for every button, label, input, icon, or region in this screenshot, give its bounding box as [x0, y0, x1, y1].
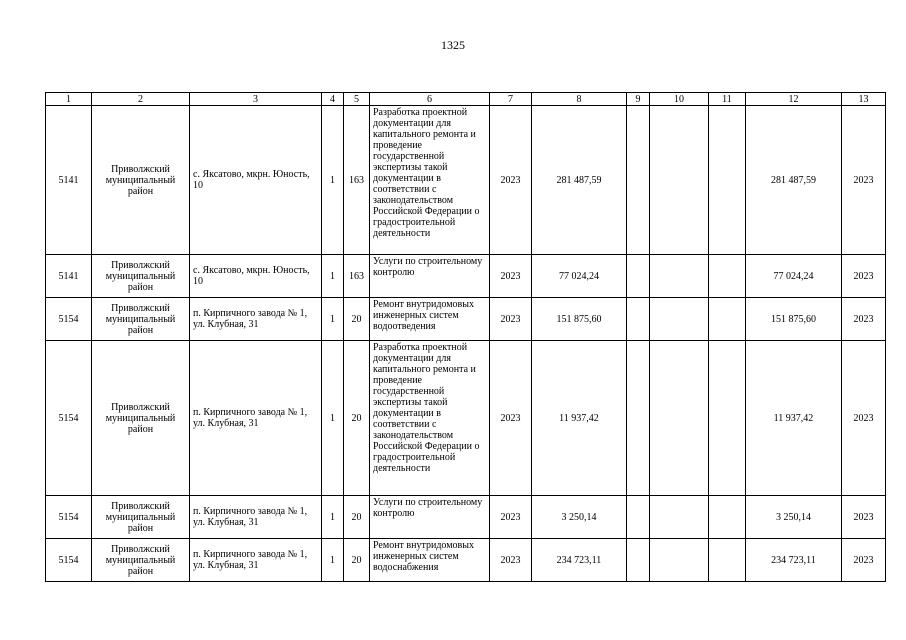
building-count-cell: 1 — [322, 255, 344, 298]
column-number-5: 5 — [344, 93, 370, 106]
work-type-cell: Услуги по строительному контролю — [370, 496, 490, 539]
address-cell: п. Кирпичного завода № 1, ул. Клубная, 31 — [190, 341, 322, 496]
plan-year-cell: 2023 — [490, 341, 532, 496]
house-id-cell: 20 — [344, 341, 370, 496]
cost-regional-cell — [650, 341, 709, 496]
column-number-12: 12 — [746, 93, 842, 106]
table-row — [46, 496, 886, 539]
cost-federal-cell — [627, 106, 650, 255]
plan-year-cell: 2023 — [490, 539, 532, 582]
house-id-cell: 163 — [344, 255, 370, 298]
building-count-cell: 1 — [322, 539, 344, 582]
total-cost-cell: 281 487,59 — [532, 106, 627, 255]
column-number-9: 9 — [627, 93, 650, 106]
column-number-11: 11 — [709, 93, 746, 106]
table-row — [46, 539, 886, 582]
completion-year-cell: 2023 — [842, 298, 886, 341]
page-number: 1325 — [441, 38, 465, 52]
plan-year-cell: 2023 — [490, 255, 532, 298]
completion-year-cell: 2023 — [842, 496, 886, 539]
column-number-10: 10 — [650, 93, 709, 106]
table-row — [46, 298, 886, 341]
column-number-7: 7 — [490, 93, 532, 106]
cost-local-cell — [709, 496, 746, 539]
building-count-cell: 1 — [322, 298, 344, 341]
cost-owners-cell: 281 487,59 — [746, 106, 842, 255]
cost-federal-cell — [627, 341, 650, 496]
completion-year-cell: 2023 — [842, 255, 886, 298]
registry-table — [45, 92, 886, 582]
registry-body — [46, 93, 886, 582]
address-cell: с. Яксатово, мкрн. Юность, 10 — [190, 255, 322, 298]
table-row — [46, 106, 886, 255]
cost-owners-cell: 77 024,24 — [746, 255, 842, 298]
building-count-cell: 1 — [322, 341, 344, 496]
column-number-8: 8 — [532, 93, 627, 106]
total-cost-cell: 3 250,14 — [532, 496, 627, 539]
column-number-4: 4 — [322, 93, 344, 106]
cost-owners-cell: 234 723,11 — [746, 539, 842, 582]
address-cell: п. Кирпичного завода № 1, ул. Клубная, 31 — [190, 496, 322, 539]
column-number-row — [46, 93, 886, 106]
completion-year-cell: 2023 — [842, 106, 886, 255]
work-type-cell: Услуги по строительному контролю — [370, 255, 490, 298]
cost-federal-cell — [627, 298, 650, 341]
municipality-cell: Приволжский муниципальный район — [92, 539, 190, 582]
completion-year-cell: 2023 — [842, 539, 886, 582]
completion-year-cell: 2023 — [842, 341, 886, 496]
work-type-cell: Ремонт внутридомовых инженерных систем водоотведения — [370, 298, 490, 341]
cost-regional-cell — [650, 255, 709, 298]
house-id-cell: 20 — [344, 539, 370, 582]
building-count-cell: 1 — [322, 106, 344, 255]
column-number-2: 2 — [92, 93, 190, 106]
cost-regional-cell — [650, 106, 709, 255]
municipality-cell: Приволжский муниципальный район — [92, 298, 190, 341]
record-id-cell: 5154 — [46, 341, 92, 496]
cost-federal-cell — [627, 255, 650, 298]
table-row — [46, 255, 886, 298]
building-count-cell: 1 — [322, 496, 344, 539]
column-number-3: 3 — [190, 93, 322, 106]
house-id-cell: 20 — [344, 298, 370, 341]
cost-local-cell — [709, 255, 746, 298]
municipality-cell: Приволжский муниципальный район — [92, 255, 190, 298]
column-number-1: 1 — [46, 93, 92, 106]
cost-federal-cell — [627, 496, 650, 539]
municipality-cell: Приволжский муниципальный район — [92, 106, 190, 255]
work-type-cell: Разработка проектной документации для капитального ремонта и проведение государственной экспертизы такой документации в соответствии с законодательством Российской Федерации о градостроительной деятельности — [370, 106, 490, 255]
column-number-13: 13 — [842, 93, 886, 106]
cost-regional-cell — [650, 496, 709, 539]
cost-regional-cell — [650, 539, 709, 582]
house-id-cell: 20 — [344, 496, 370, 539]
total-cost-cell: 151 875,60 — [532, 298, 627, 341]
column-number-6: 6 — [370, 93, 490, 106]
municipality-cell: Приволжский муниципальный район — [92, 341, 190, 496]
total-cost-cell: 11 937,42 — [532, 341, 627, 496]
cost-regional-cell — [650, 298, 709, 341]
cost-local-cell — [709, 539, 746, 582]
plan-year-cell: 2023 — [490, 496, 532, 539]
cost-local-cell — [709, 106, 746, 255]
record-id-cell: 5141 — [46, 106, 92, 255]
plan-year-cell: 2023 — [490, 106, 532, 255]
cost-owners-cell: 151 875,60 — [746, 298, 842, 341]
record-id-cell: 5154 — [46, 298, 92, 341]
total-cost-cell: 77 024,24 — [532, 255, 627, 298]
address-cell: п. Кирпичного завода № 1, ул. Клубная, 31 — [190, 539, 322, 582]
cost-owners-cell: 3 250,14 — [746, 496, 842, 539]
work-type-cell: Ремонт внутридомовых инженерных систем водоснабжения — [370, 539, 490, 582]
address-cell: с. Яксатово, мкрн. Юность, 10 — [190, 106, 322, 255]
cost-local-cell — [709, 341, 746, 496]
work-type-cell: Разработка проектной документации для капитального ремонта и проведение государственной экспертизы такой документации в соответствии с законодательством Российской Федерации о градостроительной деятельности — [370, 341, 490, 496]
cost-owners-cell: 11 937,42 — [746, 341, 842, 496]
plan-year-cell: 2023 — [490, 298, 532, 341]
municipality-cell: Приволжский муниципальный район — [92, 496, 190, 539]
house-id-cell: 163 — [344, 106, 370, 255]
record-id-cell: 5154 — [46, 496, 92, 539]
table-row — [46, 341, 886, 496]
address-cell: п. Кирпичного завода № 1, ул. Клубная, 31 — [190, 298, 322, 341]
record-id-cell: 5154 — [46, 539, 92, 582]
cost-federal-cell — [627, 539, 650, 582]
record-id-cell: 5141 — [46, 255, 92, 298]
cost-local-cell — [709, 298, 746, 341]
total-cost-cell: 234 723,11 — [532, 539, 627, 582]
